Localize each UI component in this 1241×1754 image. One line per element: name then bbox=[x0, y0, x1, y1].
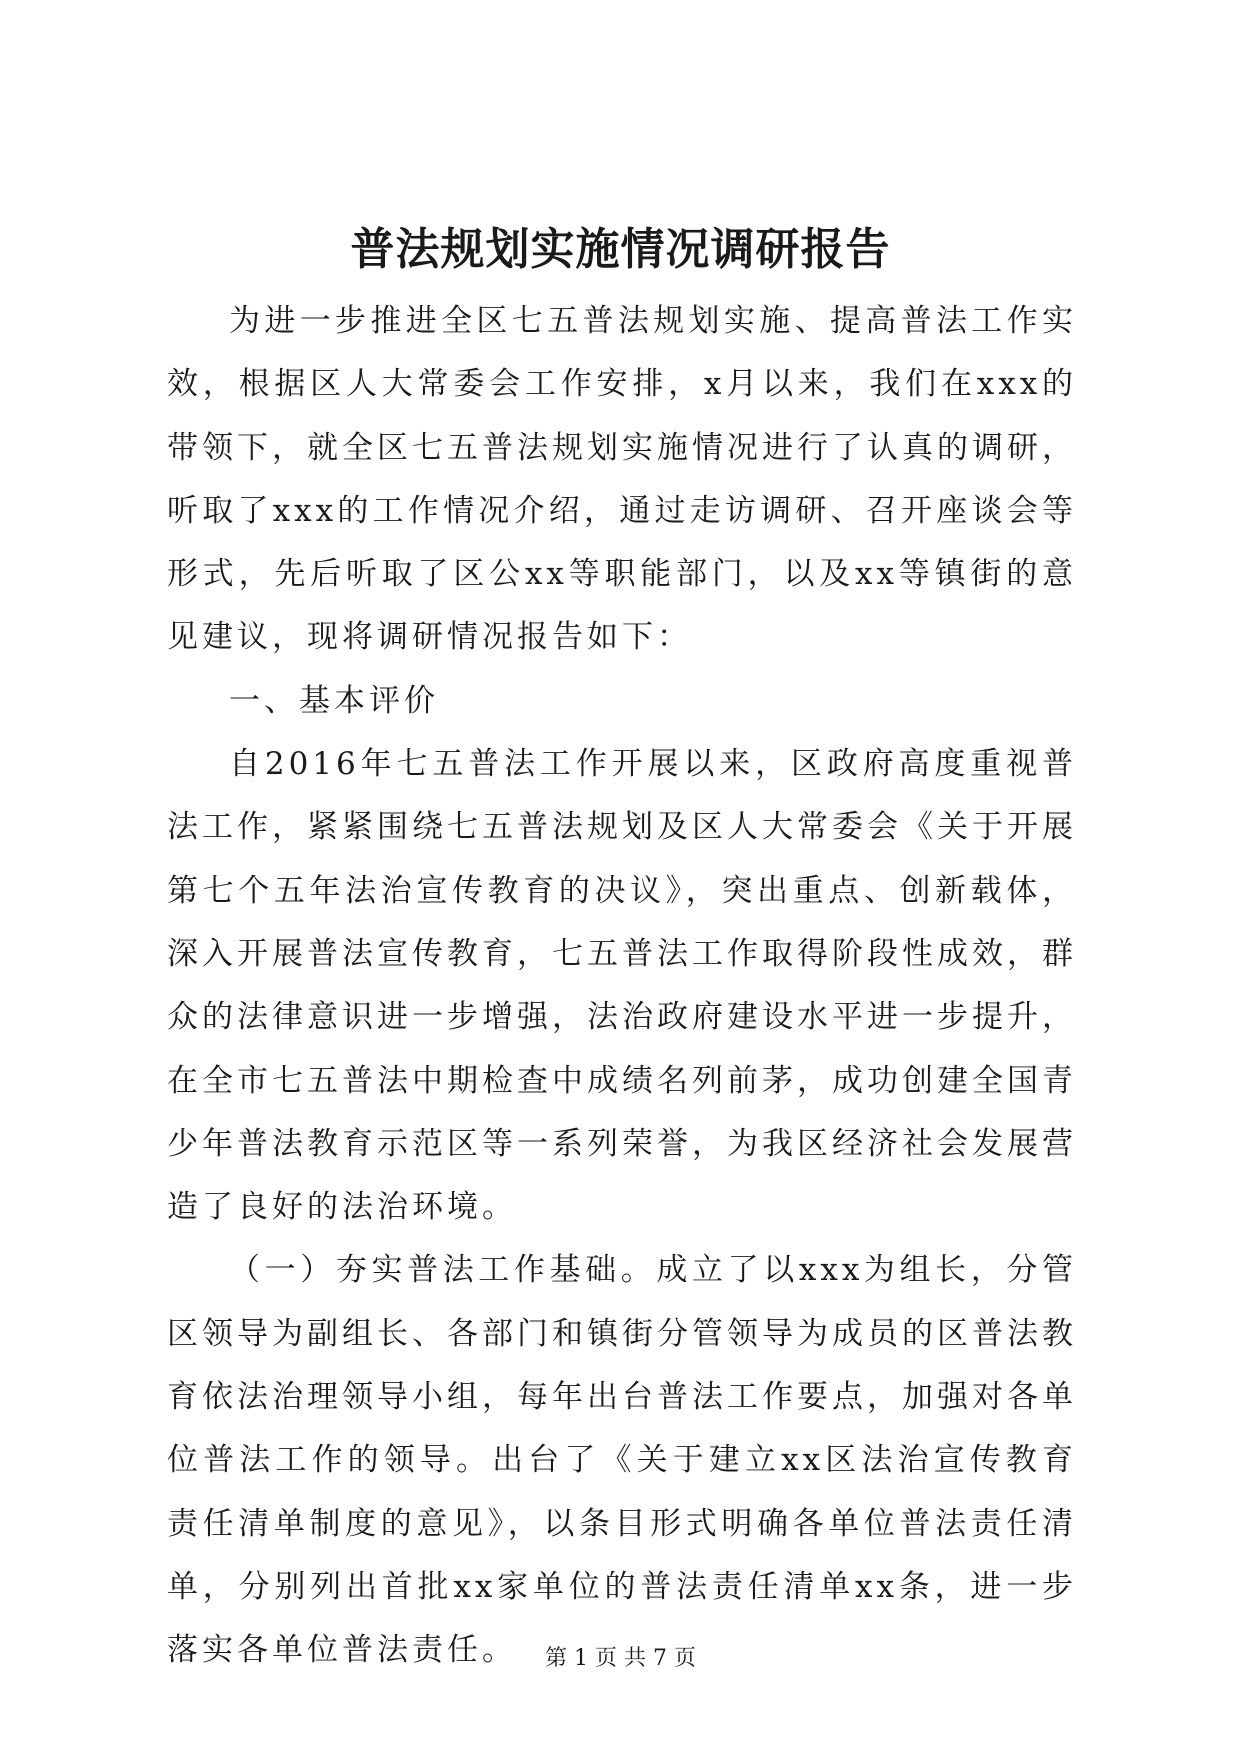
document-body bbox=[167, 290, 1077, 1683]
paragraph-evaluation: 自2016年七五普法工作开展以来，区政府高度重视普法工作，紧紧围绕七五普法规划及区人大常委会《关于开展第七个五年法治宣传教育的决议》，突出重点、创新载体，深入开展普法宣传教育，七五普法工作取得阶段性成效，群众的法律意识进一步增强，法治政府建设水平进一步提升，在全市七五普法中期检查中成绩名列前茅，成功创建全国青少年普法教育示范区等一系列荣誉，为我区经济社会发展营造了良好的法治环境。 bbox=[167, 746, 1077, 1226]
section-heading: 一、基本评价 bbox=[229, 682, 439, 719]
paragraph-foundation: （一）夯实普法工作基础。成立了以xxx为组长，分管区领导为副组长、各部门和镇街分管领导为成员的区普法教育依法治理领导小组，每年出台普法工作要点，加强对各单位普法工作的领导。出台了《关于建立xx区法治宣传教育责任清单制度的意见》，以条目形式明确各单位普法责任清单，分别列出首批xx家单位的普法责任清单xx条，进一步落实各单位普法责任。 bbox=[167, 1252, 1077, 1669]
paragraph-intro: 为进一步推进全区七五普法规划实施、提高普法工作实效，根据区人大常委会工作安排，x月以来，我们在xxx的带领下，就全区七五普法规划实施情况进行了认真的调研，听取了xxx的工作情况介绍，通过走访调研、召开座谈会等形式，先后听取了区公xx等职能部门，以及xx等镇街的意见建议，现将调研情况报告如下： bbox=[167, 303, 1077, 656]
page-number-footer: 第 1 页 共 7 页 bbox=[545, 1646, 696, 1671]
document-title: 普法规划实施情况调研报告 bbox=[350, 224, 891, 275]
